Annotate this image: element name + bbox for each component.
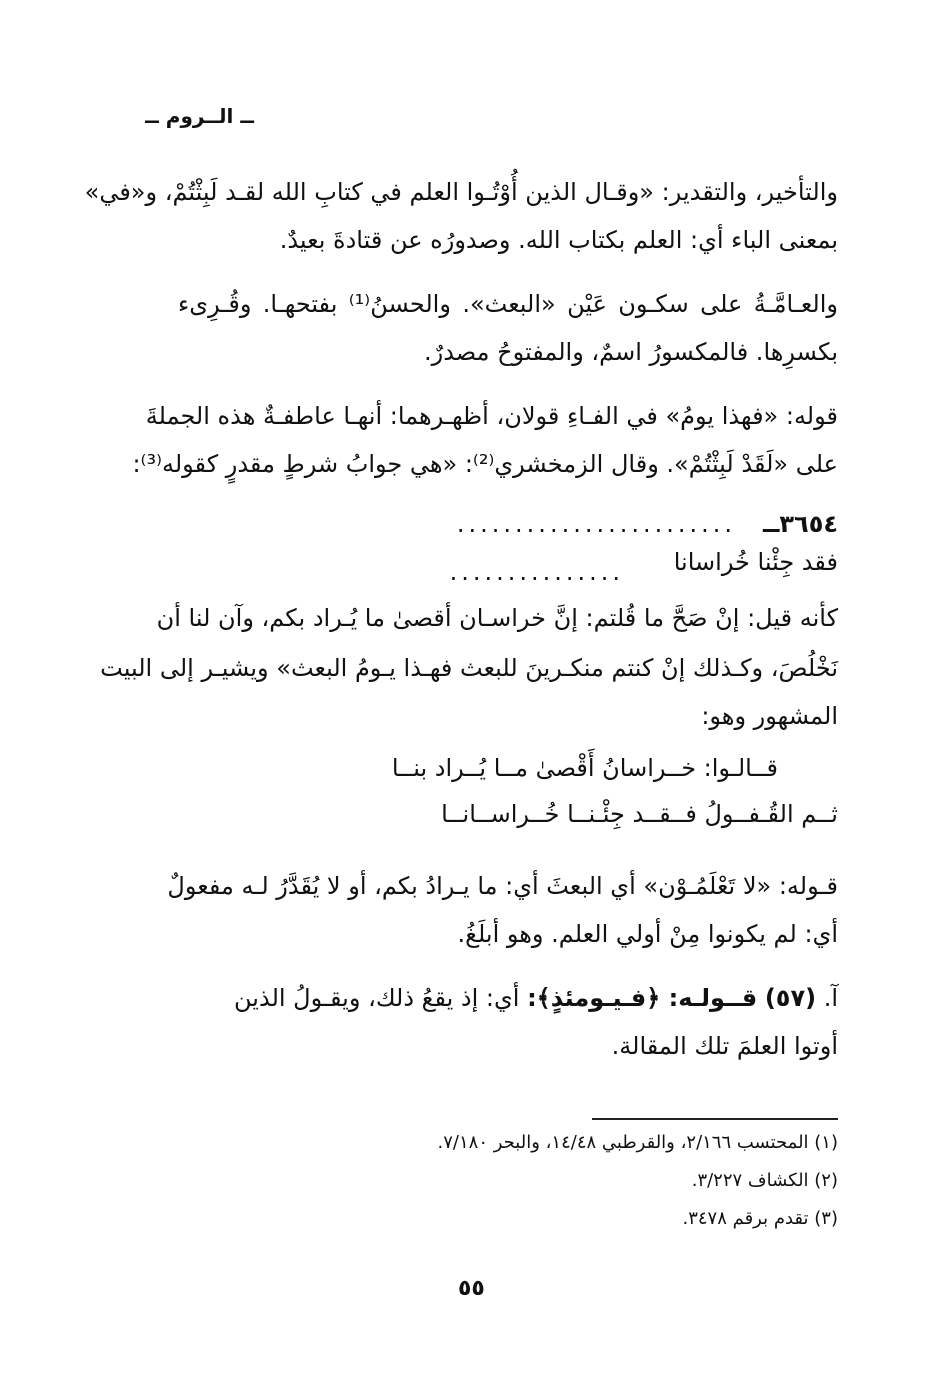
verse-number: ٣٦٥٤ــ xyxy=(763,510,838,538)
paragraph-4-line-1: كأنه قيل: إنْ صَحَّ ما قُلتم: إنَّ خراسـان أقصىٰ ما يُـراد بكم، وآن لنا أن xyxy=(156,604,838,632)
paragraph-2-line-2: بكسرِها. فالمكسورُ اسمٌ، والمفتوحُ مصدرٌ. xyxy=(423,338,838,366)
paragraph-1-line-1: والتأخير، والتقدير: «وقـال الذين أُوْتُـوا العلم في كتابِ الله لقـد لَبِثْتُمْ، و«في» xyxy=(84,178,838,206)
paragraph-3-line-1: قوله: «فهذا يومُ» في الفـاءِ قولان، أظهـرهما: أنهـا عاطفـةٌ هذه الجملةَ xyxy=(145,402,838,430)
page-number: ٥٥ xyxy=(458,1276,485,1301)
footnote-2: (٢) الكشاف ٣/٢٢٧. xyxy=(691,1170,838,1191)
verse-ellipsis-1: ........................ xyxy=(456,510,736,538)
footnote-divider xyxy=(592,1118,838,1120)
verse-half: فقد جِئْنا خُراسانا xyxy=(673,548,838,576)
paragraph-5-line-2: أي: لم يكونوا مِنْ أولي العلم. وهو أبلَغُ. xyxy=(457,920,838,948)
verse-marker: آ. xyxy=(823,984,838,1012)
footnote-3: (٣) تقدم برقم ٣٤٧٨. xyxy=(682,1208,838,1229)
paragraph-5-line-1: قـوله: «لا تَعْلَمُـوْن» أي البعثَ أي: ما يـرادُ بكم، أو لا يُقَدَّرُ لـه مفعولٌ xyxy=(167,872,838,900)
paragraph-4-line-3: المشهور وهو: xyxy=(701,702,838,730)
verse-reference-number: (٥٧) xyxy=(764,984,817,1012)
paragraph-6-line-2: أوتوا العلمَ تلك المقالة. xyxy=(611,1032,838,1060)
poem-verse-line-2: ثــم القُـفــولُ فــقــد جِئْـنــا خُــراســانــا xyxy=(441,800,838,828)
poem-verse-line-1: قــالـوا: خــراسانُ أَقْصىٰ مــا يُــراد بنــا xyxy=(391,754,778,782)
paragraph-6-text: أي: إذ يقعُ ذلك، ويقـولُ الذين xyxy=(234,984,520,1012)
quran-keyword: قــولـه: ﴿فـيـومئذٍ﴾: xyxy=(527,984,758,1012)
paragraph-2-line-1: والعـامَّـةُ على سكـون عَيْن «البعث». والحسنُ⁽¹⁾ بفتحهـا. وقُـرِىء xyxy=(178,290,838,318)
running-header: ــ الــروم ــ xyxy=(145,104,254,128)
verse-ellipsis-2: ............... xyxy=(449,558,624,586)
paragraph-1-line-2: بمعنى الباء أي: العلم بكتاب الله. وصدورُه عن قتادةَ بعيدٌ. xyxy=(279,226,838,254)
paragraph-3-line-2: على «لَقَدْ لَبِثْتُمْ». وقال الزمخشري⁽²⁾: «هي جوابُ شرطٍ مقدرٍ كقوله⁽³⁾: xyxy=(132,450,838,478)
paragraph-4-line-2: نَخْلُصَ، وكـذلك إنْ كنتم منكـرينَ للبعث فهـذا يـومُ البعث» ويشيـر إلى البيت xyxy=(100,654,838,682)
footnote-1: (١) المحتسب ٢/١٦٦، والقرطبي ١٤/٤٨، والبحر ٧/١٨٠. xyxy=(437,1132,838,1153)
paragraph-6-line-1 xyxy=(148,982,838,1014)
